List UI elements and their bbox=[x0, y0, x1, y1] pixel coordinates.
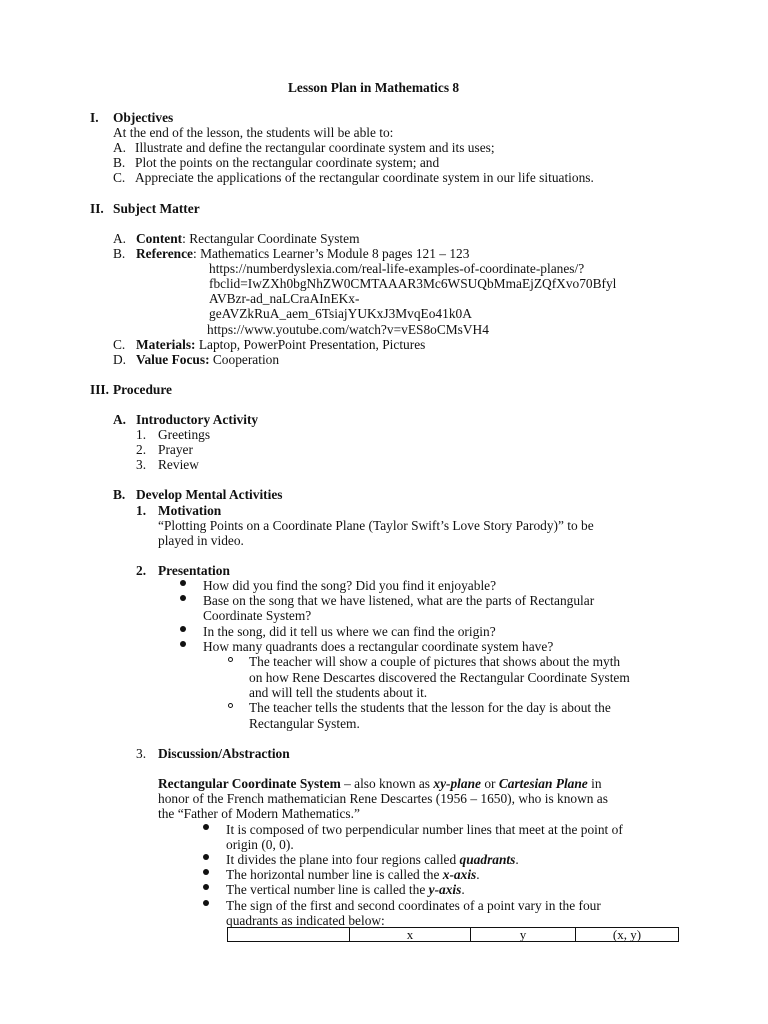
definition-text: or bbox=[480, 776, 499, 791]
intro-activity-letter: A. bbox=[113, 412, 127, 427]
intro-item-text: Review bbox=[158, 457, 199, 472]
motivation-heading: Motivation bbox=[158, 503, 222, 518]
bullet-icon bbox=[180, 595, 186, 601]
y-axis-term: y-axis bbox=[428, 882, 462, 897]
fact-text: The horizontal number line is called the bbox=[226, 867, 443, 882]
presentation-subpoint: The teacher tells the students that the lesson for the day is about the bbox=[249, 700, 611, 715]
subject-matter-heading: Subject Matter bbox=[113, 201, 200, 216]
reference-url-line: geAVZkRuA_aem_6TsiajYUKxJ3MvqEo41k0A bbox=[209, 306, 472, 321]
bullet-icon bbox=[180, 580, 186, 586]
xy-plane-term: xy-plane bbox=[433, 776, 481, 791]
quadrants-term: quadrants bbox=[459, 852, 516, 867]
reference-value: : Mathematics Learner’s Module 8 pages 121 – 123 bbox=[193, 246, 470, 261]
table-header-cell: y bbox=[471, 928, 576, 942]
table-header-cell: x bbox=[350, 928, 471, 942]
circle-bullet-icon bbox=[228, 703, 233, 708]
fact-text: . bbox=[515, 852, 519, 867]
procedure-heading: Procedure bbox=[113, 382, 173, 397]
fact-text: It divides the plane into four regions called bbox=[226, 852, 460, 867]
presentation-question: Base on the song that we have listened, what are the parts of Rectangular bbox=[203, 593, 595, 608]
bullet-icon bbox=[180, 626, 186, 632]
intro-item-number: 1. bbox=[136, 427, 147, 442]
objectives-intro: At the end of the lesson, the students will be able to: bbox=[113, 125, 394, 140]
discussion-heading: Discussion/Abstraction bbox=[158, 746, 290, 761]
objective-letter: B. bbox=[113, 155, 126, 170]
fact-text: It is composed of two perpendicular number lines that meet at the point of bbox=[226, 822, 623, 837]
presentation-subpoint: on how Rene Descartes discovered the Rectangular Coordinate System bbox=[249, 670, 630, 685]
presentation-number: 2. bbox=[136, 563, 147, 578]
value-focus-value: Cooperation bbox=[209, 352, 280, 367]
mental-activities-letter: B. bbox=[113, 487, 126, 502]
reference-url-line: https://www.youtube.com/watch?v=vES8oCMsVH4 bbox=[207, 322, 489, 337]
fact-line bbox=[226, 852, 519, 867]
objectives-heading: Objectives bbox=[113, 110, 174, 125]
presentation-subpoint: Rectangular System. bbox=[249, 716, 360, 731]
procedure-number: III. bbox=[90, 382, 109, 397]
definition-term: Rectangular Coordinate System bbox=[158, 776, 341, 791]
content-label: Content bbox=[136, 231, 183, 246]
fact-text: origin (0, 0). bbox=[226, 837, 294, 852]
materials-letter: C. bbox=[113, 337, 126, 352]
fact-line bbox=[226, 867, 480, 882]
circle-bullet-icon bbox=[228, 657, 233, 662]
intro-item-number: 2. bbox=[136, 442, 147, 457]
intro-item-number: 3. bbox=[136, 457, 147, 472]
value-focus-line bbox=[136, 352, 279, 367]
materials-line bbox=[136, 337, 425, 352]
objective-letter: C. bbox=[113, 170, 126, 185]
bullet-icon bbox=[180, 641, 186, 647]
table-header-row bbox=[228, 928, 679, 942]
fact-text: The sign of the first and second coordinates of a point vary in the four bbox=[226, 898, 601, 913]
content-letter: A. bbox=[113, 231, 127, 246]
value-focus-label: Value Focus: bbox=[136, 352, 210, 367]
presentation-subpoint: and will tell the students about it. bbox=[249, 685, 428, 700]
quadrant-sign-table bbox=[227, 927, 679, 942]
materials-value: Laptop, PowerPoint Presentation, Pictures bbox=[195, 337, 426, 352]
reference-url-line: https://numberdyslexia.com/real-life-examples-of-coordinate-planes/? bbox=[209, 261, 585, 276]
objective-text: Appreciate the applications of the rectangular coordinate system in our life situations. bbox=[135, 170, 594, 185]
presentation-heading: Presentation bbox=[158, 563, 230, 578]
fact-text: . bbox=[461, 882, 465, 897]
definition-line: the “Father of Modern Mathematics.” bbox=[158, 806, 360, 821]
bullet-icon bbox=[203, 854, 209, 860]
bullet-icon bbox=[203, 824, 209, 830]
reference-url-line: fbclid=IwZXh0bgNhZW0CMTAAAR3Mc6WSUQbMmaEjZQfXvo70Bfyl bbox=[209, 276, 617, 291]
presentation-question: Coordinate System? bbox=[203, 608, 312, 623]
motivation-text: “Plotting Points on a Coordinate Plane (Taylor Swift’s Love Story Parody)” to be bbox=[158, 518, 594, 533]
reference-line bbox=[136, 246, 469, 261]
presentation-question: How many quadrants does a rectangular coordinate system have? bbox=[203, 639, 554, 654]
discussion-number: 3. bbox=[136, 746, 147, 761]
bullet-icon bbox=[203, 884, 209, 890]
fact-text: quadrants as indicated below: bbox=[226, 913, 385, 928]
intro-activity-heading: Introductory Activity bbox=[136, 412, 259, 427]
reference-url-line: AVBzr-ad_naLCraAInEKx- bbox=[209, 291, 360, 306]
table-header-cell: (x, y) bbox=[576, 928, 679, 942]
value-focus-letter: D. bbox=[113, 352, 127, 367]
objectives-number: I. bbox=[90, 110, 99, 125]
definition-line: honor of the French mathematician Rene Descartes (1956 – 1650), who is known as bbox=[158, 791, 608, 806]
reference-label: Reference bbox=[136, 246, 193, 261]
reference-letter: B. bbox=[113, 246, 126, 261]
motivation-text: played in video. bbox=[158, 533, 244, 548]
table-header-cell bbox=[228, 928, 350, 942]
presentation-question: How did you find the song? Did you find it enjoyable? bbox=[203, 578, 497, 593]
materials-label: Materials: bbox=[136, 337, 196, 352]
bullet-icon bbox=[203, 900, 209, 906]
presentation-question: In the song, did it tell us where we can find the origin? bbox=[203, 624, 496, 639]
intro-item-text: Prayer bbox=[158, 442, 193, 457]
definition-text: – also known as bbox=[340, 776, 434, 791]
content-value: : Rectangular Coordinate System bbox=[182, 231, 360, 246]
presentation-subpoint: The teacher will show a couple of pictures that shows about the myth bbox=[249, 654, 621, 669]
motivation-number: 1. bbox=[136, 503, 147, 518]
fact-text: The vertical number line is called the bbox=[226, 882, 429, 897]
objective-letter: A. bbox=[113, 140, 127, 155]
fact-line bbox=[226, 882, 465, 897]
bullet-icon bbox=[203, 869, 209, 875]
mental-activities-heading: Develop Mental Activities bbox=[136, 487, 283, 502]
intro-item-text: Greetings bbox=[158, 427, 211, 442]
page-title: Lesson Plan in Mathematics 8 bbox=[288, 80, 460, 95]
objective-text: Illustrate and define the rectangular coordinate system and its uses; bbox=[135, 140, 495, 155]
fact-text: . bbox=[476, 867, 480, 882]
definition-line bbox=[158, 776, 602, 791]
subject-matter-number: II. bbox=[90, 201, 104, 216]
content-line bbox=[136, 231, 360, 246]
cartesian-plane-term: Cartesian Plane bbox=[498, 776, 588, 791]
definition-text: in bbox=[587, 776, 602, 791]
x-axis-term: x-axis bbox=[442, 867, 477, 882]
objective-text: Plot the points on the rectangular coordinate system; and bbox=[135, 155, 440, 170]
